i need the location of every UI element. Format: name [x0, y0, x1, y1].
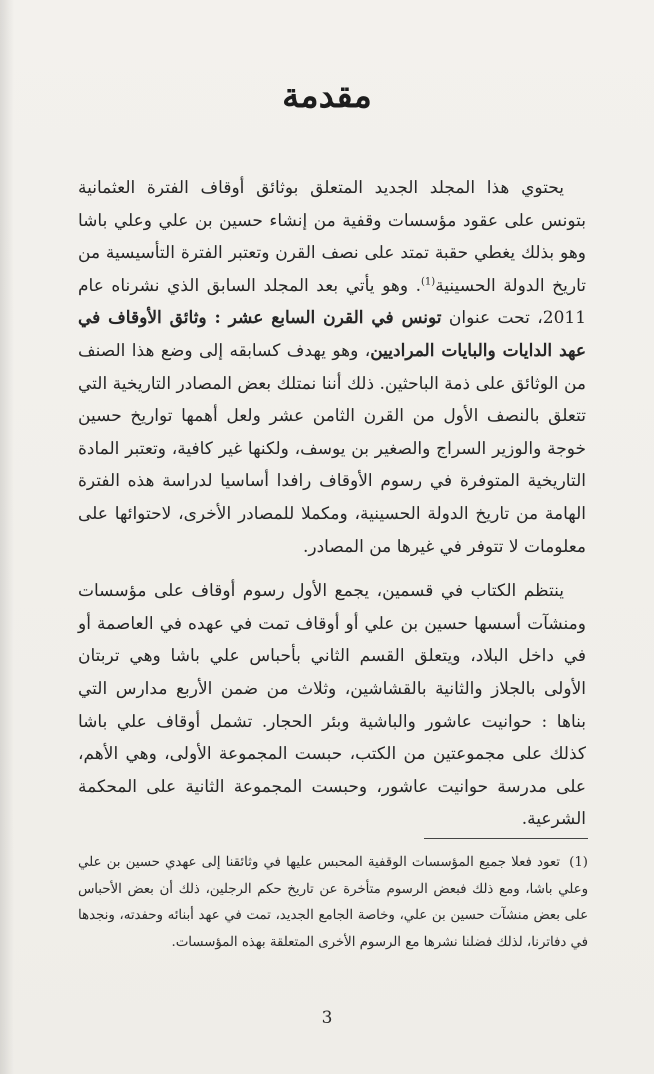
footnote-reference: (1) — [421, 276, 436, 288]
page-title: مقدمة — [282, 76, 372, 116]
page-number: 3 — [321, 1008, 333, 1028]
paragraph-1-text-a: يحتوي هذا المجلد الجديد المتعلق بوثائق أوقاف الفترة العثمانية بتونس على عقود مؤسسات وقفية من إنشاء حسين بن علي وعلي باشا وهو بذلك يغطي حقبة تمتد على نصف القرن وتعتبر الفترة التأسيسية من تاريخ الدولة الحسينية — [78, 178, 587, 296]
paragraph-1-text-c: ، وهو يهدف كسابقه إلى وضع هذا الصنف من الوثائق على ذمة الباحثين. ذلك أننا نمتلك بعض المصادر التاريخية التي تتعلق بالنصف الأول من القرن الثامن عشر ولعل أهمها تواريخ حسين خوجة والوزير السراج والصغير بن يوسف، ولكنها غير كافية، وتعتبر المادة التاريخية المتوفرة في رسوم الأوقاف رافدا أساسيا لدراسة هذه الفترة الهامة من تاريخ الدولة الحسينية، ومكملا للمصادر الأخرى، لاحتوائها على معلومات لا تتوفر في غيرها من المصادر. — [78, 340, 586, 557]
footnote-marker: (1) — [569, 855, 588, 870]
paragraph-2: ينتظم الكتاب في قسمين، يجمع الأول رسوم أوقاف على مؤسسات ومنشآت أسسها حسين بن علي أو أوقاف تمت في عهده في العاصمة أو في داخل البلاد، ويتعلق القسم الثاني بأحباس علي باشا وهي تربتان الأولى بالجلاز والثانية بالقشاشين، وثلاث من ضمن الأربع مدارس التي بناها : حوانيت عاشور والباشية وبئر الحجار. تشمل أوقاف علي باشا كذلك على مجموعتين من الكتب، حبست المجموعة الأولى، وهي الأهم، على مدرسة حوانيت عاشور، وحبست المجموعة الثانية على المحكمة الشرعية. — [78, 581, 586, 830]
main-text — [78, 172, 586, 836]
footnote — [78, 850, 588, 956]
footnote-divider — [424, 838, 588, 839]
paragraph-1-text-b: . وهو يأتي بعد المجلد السابق الذي نشرناه عام 2011، تحت عنوان — [78, 275, 587, 329]
footnote-text: تعود فعلا جميع المؤسسات الوقفية المحبس عليها في وثائقنا إلى عهدي حسين بن علي وعلي باشا، ومع ذلك فبعض الرسوم متأخرة عن تاريخ حكم الرجلين، ذلك أن بعض الأحباس على بعض منشآت حسين بن علي، وخاصة الجامع الجديد، تمت في عهد أبنائه وحفدته، ونجدها في دفاترنا، لذلك فضلنا نشرها مع الرسوم الأخرى المتعلقة بهذه المؤسسات. — [78, 855, 588, 950]
paragraph-1 — [78, 172, 586, 563]
bold-book-title: تونس في القرن السابع عشر : وثائق الأوقاف في عهد الدايات والبايات المراديين — [78, 308, 586, 361]
